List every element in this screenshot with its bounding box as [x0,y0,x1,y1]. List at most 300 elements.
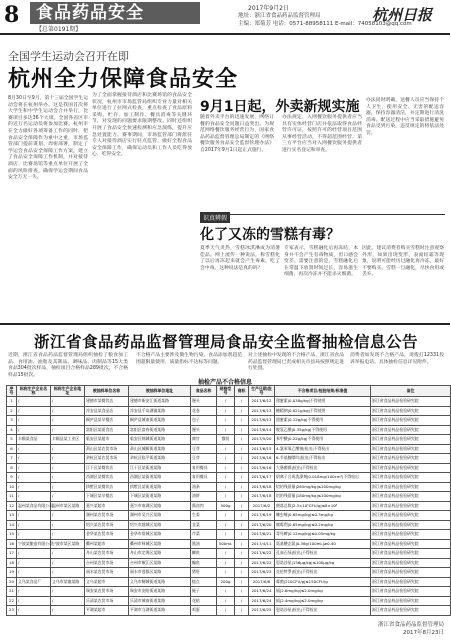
table-cell: 2017/6/13 [249,416,275,426]
table-cell: 2017/6/25 [249,606,275,616]
table-cell: 瑞安市安阳街道某路 [129,587,191,597]
table-cell: 湖州某农贸市场 [85,511,129,521]
table-cell: 浙江省食品药品检验研究院 [371,558,451,568]
notice-intro-2: 不合格产品主要涉及微生物污染、食品添加剂超范围超限量使用、质量指标不达标等问题。 [136,353,242,365]
table-cell: / [235,492,249,502]
table-row [7,435,451,445]
table-cell: 浙江省食品药品检验研究院 [371,406,451,416]
table-cell: / [51,406,85,416]
table-cell: 苯甲酸|0.22g/kg|不得使用 [275,435,371,445]
table-row [7,596,451,606]
table-cell: / [217,473,235,483]
table-cell: / [17,473,51,483]
table-cell: / [51,492,85,502]
table-cell: 浙江省食品药品检验研究院 [371,511,451,521]
col-header: 不合格项目/检验结果/标准值 [275,386,371,397]
table-cell: 丰顺某食品 [17,435,51,445]
table-row [7,558,451,568]
table-cell: / [217,520,235,530]
table-row [7,463,451,473]
table-cell: 浙江省食品药品检验研究院 [371,416,451,426]
table-cell: 2017/6/16 [249,463,275,473]
col-header: 规格型号 [217,386,235,397]
table-cell: 2017/6/19 [249,511,275,521]
table-row [7,587,451,597]
table-row [7,397,451,407]
table-cell: / [235,406,249,416]
table-cell: 临安区某超市 [85,435,129,445]
table-cell: / [17,511,51,521]
table-row [7,530,451,540]
table-caption: 抽检产品不合格信息 [197,379,252,386]
table-cell: / [51,549,85,559]
table-cell: 2017/6/22 [249,549,275,559]
section-title: 食品药品安全 [30,2,200,24]
table-cell: / [217,416,235,426]
table-cell: 乐清市城南街道某路 [129,596,191,606]
story2-column-3: 办法同时明确，送餐人员应当保持个人卫生，使用安全、无害的配送容器，保持容器清洁，并定期进行清洗消毒。配送过程中应当采取措施避免食品受到污染，违反规定的将依法处罚。 [366,98,444,136]
table-cell: / [235,558,249,568]
table-cell: 油饼 [191,492,217,502]
table-header-row [7,386,451,397]
table-cell: 萧山区城厢街道某路 [129,444,191,454]
table-cell: 临安区锦城街道某路 [129,435,191,445]
table-cell: 宁波市某区某路 [51,539,85,549]
table-cell: / [235,606,249,616]
table-cell: 包子 [191,416,217,426]
table-cell: 2017/6/24 [249,596,275,606]
table-cell: 义乌市某镇某路 [51,577,85,587]
table-cell: / [51,473,85,483]
table-cell: 丰顺县某工业区 [51,435,85,445]
table-cell: / [217,530,235,540]
table-cell: 16 [7,539,17,549]
table-cell: 浙江省食品药品检验研究院 [371,454,451,464]
table-cell: / [235,444,249,454]
table-cell: 舟山市定海区某路 [129,549,191,559]
table-cell: 阴离子合成洗涤剂|0.018mg/100cm²|不得检出 [275,473,371,483]
notice-intro-3: 对上述抽检中发现的不合格产品，浙江省食品药品监督管理局已责成相关市县局按照规定进行处置。 [248,353,344,372]
table-cell: / [51,463,85,473]
table-cell: 萧山区某农贸市场 [85,444,129,454]
table-cell: 豆芽 [191,454,217,464]
table-cell: / [235,596,249,606]
table-cell: 1 [7,397,17,407]
table-cell: 500mL [217,539,235,549]
table-cell: 200g [217,577,235,587]
table-row [7,511,451,521]
issue-date: 2017年9月2日 [248,5,289,12]
table-row [7,539,451,549]
table-cell: 瑞安某农贸市场 [85,587,129,597]
table-cell: / [17,606,51,616]
table-cell: 铝的残留量|180mg/kg|≤100mg/kg [275,492,371,502]
table-cell: 衢州某超市 [85,539,129,549]
story3-column-3: 因此，建议消费者购买雪糕时注意观察外形，如果出现变形、表面结霜等现象，说明可能经历过融化再冷冻，最好不要购买。雪糕一旦融化，尽快食用或丢弃。 [362,246,444,278]
table-cell: / [235,397,249,407]
table-cell: / [51,520,85,530]
table-cell: / [235,463,249,473]
table-cell: 馒头 [191,397,217,407]
table-cell: 舟山某农贸市场 [85,549,129,559]
table-cell: 浙江省食品药品检验研究院 [371,577,451,587]
table-cell: / [51,416,85,426]
table-cell: 鸡蛋 [191,606,217,616]
table-cell: / [217,492,235,502]
masthead [0,0,450,34]
table-cell: 11 [7,492,17,502]
table-cell: 菌落总数|2.3×10⁵CFU/g|≤8×10⁴ [275,501,371,511]
table-cell: 温州某食品有限公司 [17,501,51,511]
table-cell: 建德市某餐饮店 [85,397,129,407]
table-cell: 浙江省食品药品检验研究院 [371,482,451,492]
table-row [7,606,451,616]
table-cell: 西湖区某街道某路 [129,473,191,483]
story3-column-1: 夏季天气炎热，雪糕冰淇淋成为消暑佳品。网上流传一种说法，称雪糕化了以后再冻起来就会产生毒素，吃了会中毒。这种说法是真的吗？ [200,246,280,271]
table-row [7,416,451,426]
table-row [7,473,451,483]
table-cell: 浙江省食品药品检验研究院 [371,587,451,597]
table-cell: 花卷 [191,406,217,416]
table-cell: 霉菌|210CFU/g|≤150CFU/g [275,577,371,587]
table-row [7,549,451,559]
table-cell: 2017/5/20 [249,435,275,445]
col-header: 食品名称 [191,386,217,397]
table-cell: / [17,587,51,597]
table-cell: / [51,397,85,407]
table-cell: 恩诺沙星|检出|不得检出 [275,606,371,616]
table-cell: 猪肝 [191,568,217,578]
table-cell: / [235,577,249,587]
table-cell: / [235,511,249,521]
table-cell: 6-苄基腺嘌呤|检出|不得检出 [275,454,371,464]
table-cell: 21 [7,587,17,597]
table-cell: 平湖某超市 [85,606,129,616]
table-cell: / [17,425,51,435]
table-cell: 丽水某农贸市场 [85,568,129,578]
table-cell: 桐庐县城南街道某路 [129,416,191,426]
lead-headline: 杭州全力保障食品安全 [8,67,239,92]
table-cell: 噻虫嗪|0.65mg/kg|≤0.3mg/kg [275,511,371,521]
table-cell: / [17,549,51,559]
notice-date: 2017年8月23日 [403,630,444,636]
notice-issuer: 浙江省食品药品监督管理局 [377,622,444,628]
table-cell: / [217,606,235,616]
col-header: 标称生产企业名称 [17,386,51,397]
table-cell: / [17,406,51,416]
table-cell: 浙江省食品药品检验研究院 [371,435,451,445]
table-row [7,425,451,435]
table-row [7,520,451,530]
table-cell: / [217,406,235,416]
table-cell: 甜蜜素|0.12g/kg|不得使用 [275,416,371,426]
table-cell: 生姜 [191,511,217,521]
table-cell: 浙江省食品药品检验研究院 [371,596,451,606]
table-cell: 腐竹 [191,435,217,445]
table-row [7,482,451,492]
table-cell: 义乌市稠城街道某路 [129,577,191,587]
table-cell: 3 [7,416,17,426]
table-cell: / [17,530,51,540]
table-cell: 淳安县千岛湖镇某路 [129,406,191,416]
lead-column-2: 为了全面掌握接待酒店和比赛场馆的食品安全状况，杭州市市场监管局组织专业力量对相关单位进行了拉网式检查，重点检查了食品原料采购、贮存、加工制作、餐具消毒等关键环节，对发现的问题要求限期整改。同时还组织开展了食品安全快速检测和应急演练，提升应急处置能力。赛事期间，市场监管部门将派驻专人对接待酒店实行驻点监管，做好全程食品安全保障工作，确保运动员和工作人员吃得放心、吃得安全。 [92,93,192,158]
table-row [7,492,451,502]
table-cell: 2017/6/24 [249,587,275,597]
table-cell: / [51,530,85,540]
table-cell: 克伦特罗|检出|不得检出 [275,568,371,578]
table-cell: 恩诺沙星|156μg/kg|≤100μg/kg [275,558,371,568]
table-cell: / [235,568,249,578]
table-cell: / [235,530,249,540]
table-cell: 衢州市柯城区某路 [129,539,191,549]
table-row [7,568,451,578]
table-cell: 脱氢乙酸|0.35g/kg|不得使用 [275,425,371,435]
table-cell: 22 [7,596,17,606]
table-cell: 台州某农贸市场 [85,558,129,568]
story2-column-2: 办法规定，入网餐饮服务提供者应当具有实体经营门店并依法取得食品经营许可证，按照许可的经营项目范围从事经营活动，不得超范围经营。第三方平台应当对入网餐饮服务提供者进行实名登记和审查。 [282,115,362,153]
table-cell: 9 [7,473,17,483]
issue-number: 【总第0191期】 [36,26,82,33]
table-cell: 浙江省食品药品检验研究院 [371,568,451,578]
table-cell: 2017/6/20 [249,520,275,530]
story3-tag: 识真辨假 [200,212,230,223]
table-cell: 豆芽 [191,444,217,454]
table-cell: 糖精钠|0.021g/kg|不得使用 [275,406,371,416]
table-cell: 铝的残留量|265mg/kg|≤100mg/kg [275,482,371,492]
story3-column-2: 专家表示，雪糕融化后再冻结，本身并不会产生有毒物质，但口感会变差。需要注意的是，雪糕融化后在常温下放置时间过长，容易滋生细菌，再次冷冻并不能杀灭细菌。 [284,246,358,278]
table-cell: 甜蜜素|0.038g/kg|不得使用 [275,397,371,407]
table-cell: / [51,454,85,464]
table-row [7,406,451,416]
table-cell: 浙江省食品药品检验研究院 [371,606,451,616]
table-cell: / [217,482,235,492]
notice-intro-4: 消费者如发现不合格产品，请拨打12331投诉举报电话。具体抽检信息详见附件。 [350,353,444,365]
col-header: 被抽样单位地址 [129,386,191,397]
table-cell: / [51,482,85,492]
table-cell: 14 [7,520,17,530]
col-header: 序号 [7,386,17,397]
table-cell: / [51,587,85,597]
table-cell: 拱墅区某街道某路 [129,482,191,492]
table-cell: 浙江省食品药品检验研究院 [371,492,451,502]
table-cell: 氨基酸态氮|0.38g/100mL|≥0.40 [275,539,371,549]
notice-headline: 浙江省食品药品监督管理局食品安全监督抽检信息公告 [33,333,418,351]
table-cell: 金华某农贸市场 [85,530,129,540]
table-cell: / [17,568,51,578]
table-cell: 散装 [217,435,235,445]
col-header: 备注 [371,386,451,397]
table-body [7,397,451,616]
table-cell: 花蛤 [191,596,217,606]
table-cell: 2 [7,406,17,416]
table-cell: 桐庐县某早餐店 [85,416,129,426]
table-cell: / [235,520,249,530]
table-row [7,577,451,587]
table-cell: 富阳区富春街道某路 [129,425,191,435]
table-cell: / [217,511,235,521]
table-row [7,501,451,511]
table-cell: 绍兴市越城区某路 [129,520,191,530]
editor-line: 主编：郑菊芳 电话：0571-88958111 E-mail：74058103@qq.com [238,21,412,27]
table-cell: 500g [217,501,235,511]
table-cell: 7 [7,454,17,464]
table-cell: / [217,596,235,606]
table-row [7,444,451,454]
story2-column-1: 随着外卖平台的迅速发展，网络订餐的食品安全问题日益突出。为规范网络餐饮服务经营行为，国家食品药品监督管理总局制定的《网络餐饮服务食品安全监督管理办法》自2017年9月1日起正式施行。 [200,115,274,153]
table-cell: 芹菜 [191,530,217,540]
table-cell: 浙江省食品药品检验研究院 [371,425,451,435]
table-cell: 建德市新安江街道某路 [129,397,191,407]
table-cell: 23 [7,606,17,616]
table-row [7,454,451,464]
table-cell: 镉|2.6mg/kg|≤2.0mg/kg [275,587,371,597]
table-cell: / [217,558,235,568]
table-cell: 平湖市当湖街道某路 [129,606,191,616]
table-cell: 韭菜 [191,520,217,530]
table-cell: 浙江省食品药品检验研究院 [371,539,451,549]
table-cell: / [17,558,51,568]
table-cell: 湖州市吴兴区某路 [129,511,191,521]
table-cell: / [235,435,249,445]
table-cell: / [217,587,235,597]
table-cell: 浙江省食品药品检验研究院 [371,530,451,540]
table-cell: 2017/6/17 [249,473,275,483]
table-cell: 嘉兴某超市 [85,501,129,511]
table-cell: 毒死蜱|0.12mg/kg|≤0.05mg/kg [275,530,371,540]
table-cell: 2017/6/18 [249,482,275,492]
table-cell: 鲫鱼 [191,549,217,559]
table-cell: / [51,425,85,435]
table-cell: / [17,596,51,606]
table-cell: 2017/4/11 [249,539,275,549]
table-cell: / [17,463,51,473]
table-cell: 2017/6/2 [249,501,275,511]
table-cell: 10 [7,482,17,492]
table-cell: 5 [7,435,17,445]
table-cell: / [235,587,249,597]
table-cell: / [235,539,249,549]
story3-headline: 化了又冻的雪糕有毒？ [200,227,340,243]
table-cell: / [17,444,51,454]
table-cell: / [217,549,235,559]
table-cell: 4 [7,425,17,435]
table-cell: / [235,482,249,492]
table-cell: 复用餐具 [191,473,217,483]
table-cell: / [17,492,51,502]
table-cell: 大肠菌群|检出|不得检出 [275,463,371,473]
table-cell: 余杭区某农贸市场 [85,454,129,464]
table-cell: 油条 [191,482,217,492]
col-header: 生产日期/批号 [249,386,275,397]
table-cell: / [235,473,249,483]
inspection-table [6,385,451,616]
newspaper-logo: 杭州日报 [372,6,433,24]
notice-intro-1: 近期，浙江省食品药品监督管理局组织抽检了粮食加工品、食用油、油脂及其制品、调味品、肉制品等15大类食品304批次样品，抽检项目合格样品289批次，不合格样品15批次。 [8,353,128,378]
table-cell: 2017/6/16 [249,454,275,464]
address-line: 地址：浙江省食品药品监督管理局 [238,13,321,19]
table-cell: 6 [7,444,17,454]
col-header: 被抽样单位名称 [85,386,129,397]
table-cell: / [235,549,249,559]
lead-column-1: 8月30日至9月，第十三届全国学生运动会将在杭州举办。这是我国首次将大学生和中学生运动会合并举行，比赛项目多达36个大项。全国各省区市的近万名运动员将参加比赛。杭州市在全力做好各项筹备工作的同时，把食品安全保障作为重中之重，市场监管部门提前谋划、周密部署，制定了学运会食品安全保障工作方案，建立了食品安全保障工作机制，并对接待酒店、比赛场馆等重点单位开展了全面的风险排查，确保学运会期间食品安全万无一失。 [8,96,88,181]
table-cell: 酱油 [191,539,217,549]
table-cell: 12 [7,501,17,511]
table-cell: 8 [7,463,17,473]
col-header: 商标 [235,386,249,397]
table-cell: / [217,568,235,578]
table-cell: / [235,425,249,435]
page-number: 8 [4,2,20,28]
table-cell: / [51,558,85,568]
table-cell: 蛏子 [191,587,217,597]
table-cell: 酱卤肉 [191,501,217,511]
table-cell: 孔雀石绿|检出|不得检出 [275,549,371,559]
table-cell: 鳊鱼 [191,558,217,568]
table-cell: 乐清某农贸市场 [85,596,129,606]
table-cell: / [217,425,235,435]
table-cell: / [51,568,85,578]
table-cell: 义乌某超市 [85,577,129,587]
col-header: 标称生产企业地址 [51,386,85,397]
table-cell: / [51,596,85,606]
section-divider [200,214,445,215]
table-cell: 拱墅区某餐饮店 [85,482,129,492]
table-cell: 15 [7,530,17,540]
table-cell: 浙江省食品药品检验研究院 [371,463,451,473]
table-cell: / [51,606,85,616]
story2-headline: 9月1日起，外卖新规实施 [200,99,360,115]
table-cell: 西湖区某餐饮店 [85,473,129,483]
table-cell: 糕点 [191,577,217,587]
table-cell: 18 [7,558,17,568]
table-cell: 17 [7,549,17,559]
table-cell: 2017/6/13 [249,406,275,416]
table-cell: 下城区某街道某路 [129,492,191,502]
table-cell: / [51,444,85,454]
table-cell: / [17,482,51,492]
table-cell: 绍兴某农贸市场 [85,520,129,530]
lead-kicker: 全国学生运动会召开在即 [8,50,129,63]
table-cell: 义乌某食品厂 [17,577,51,587]
table-cell: 复用餐具 [191,463,217,473]
table-cell: 2017/6/21 [249,530,275,540]
table-cell: 丽水市莲都区某路 [129,568,191,578]
table-cell: / [51,511,85,521]
table-cell: 温州市某区某路 [51,501,85,511]
table-cell: 江干区某餐饮店 [85,463,129,473]
table-cell: 浙江省食品药品检验研究院 [371,473,451,483]
table-cell: 13 [7,511,17,521]
table-cell: 19 [7,568,17,578]
table-cell: 2017/6/15 [249,444,275,454]
table-cell: 富阳区某面食店 [85,425,129,435]
table-cell: 金华市婺城区某路 [129,530,191,540]
table-cell: / [235,501,249,511]
notice-rule [0,323,450,325]
table-cell: / [217,454,235,464]
table-cell: / [235,416,249,426]
table-cell: 江干区某街道某路 [129,463,191,473]
table-cell: 台州市椒江区某路 [129,558,191,568]
table-cell: 宁波某酿造有限公司 [17,539,51,549]
table-cell: 馒头 [191,425,217,435]
table-cell: 嘉兴市南湖区某路 [129,501,191,511]
table-cell: / [217,463,235,473]
table-cell: 2017/6/14 [249,425,275,435]
table-cell: 浙江省食品药品检验研究院 [371,444,451,454]
table-cell: / [17,416,51,426]
table-cell: / [17,454,51,464]
